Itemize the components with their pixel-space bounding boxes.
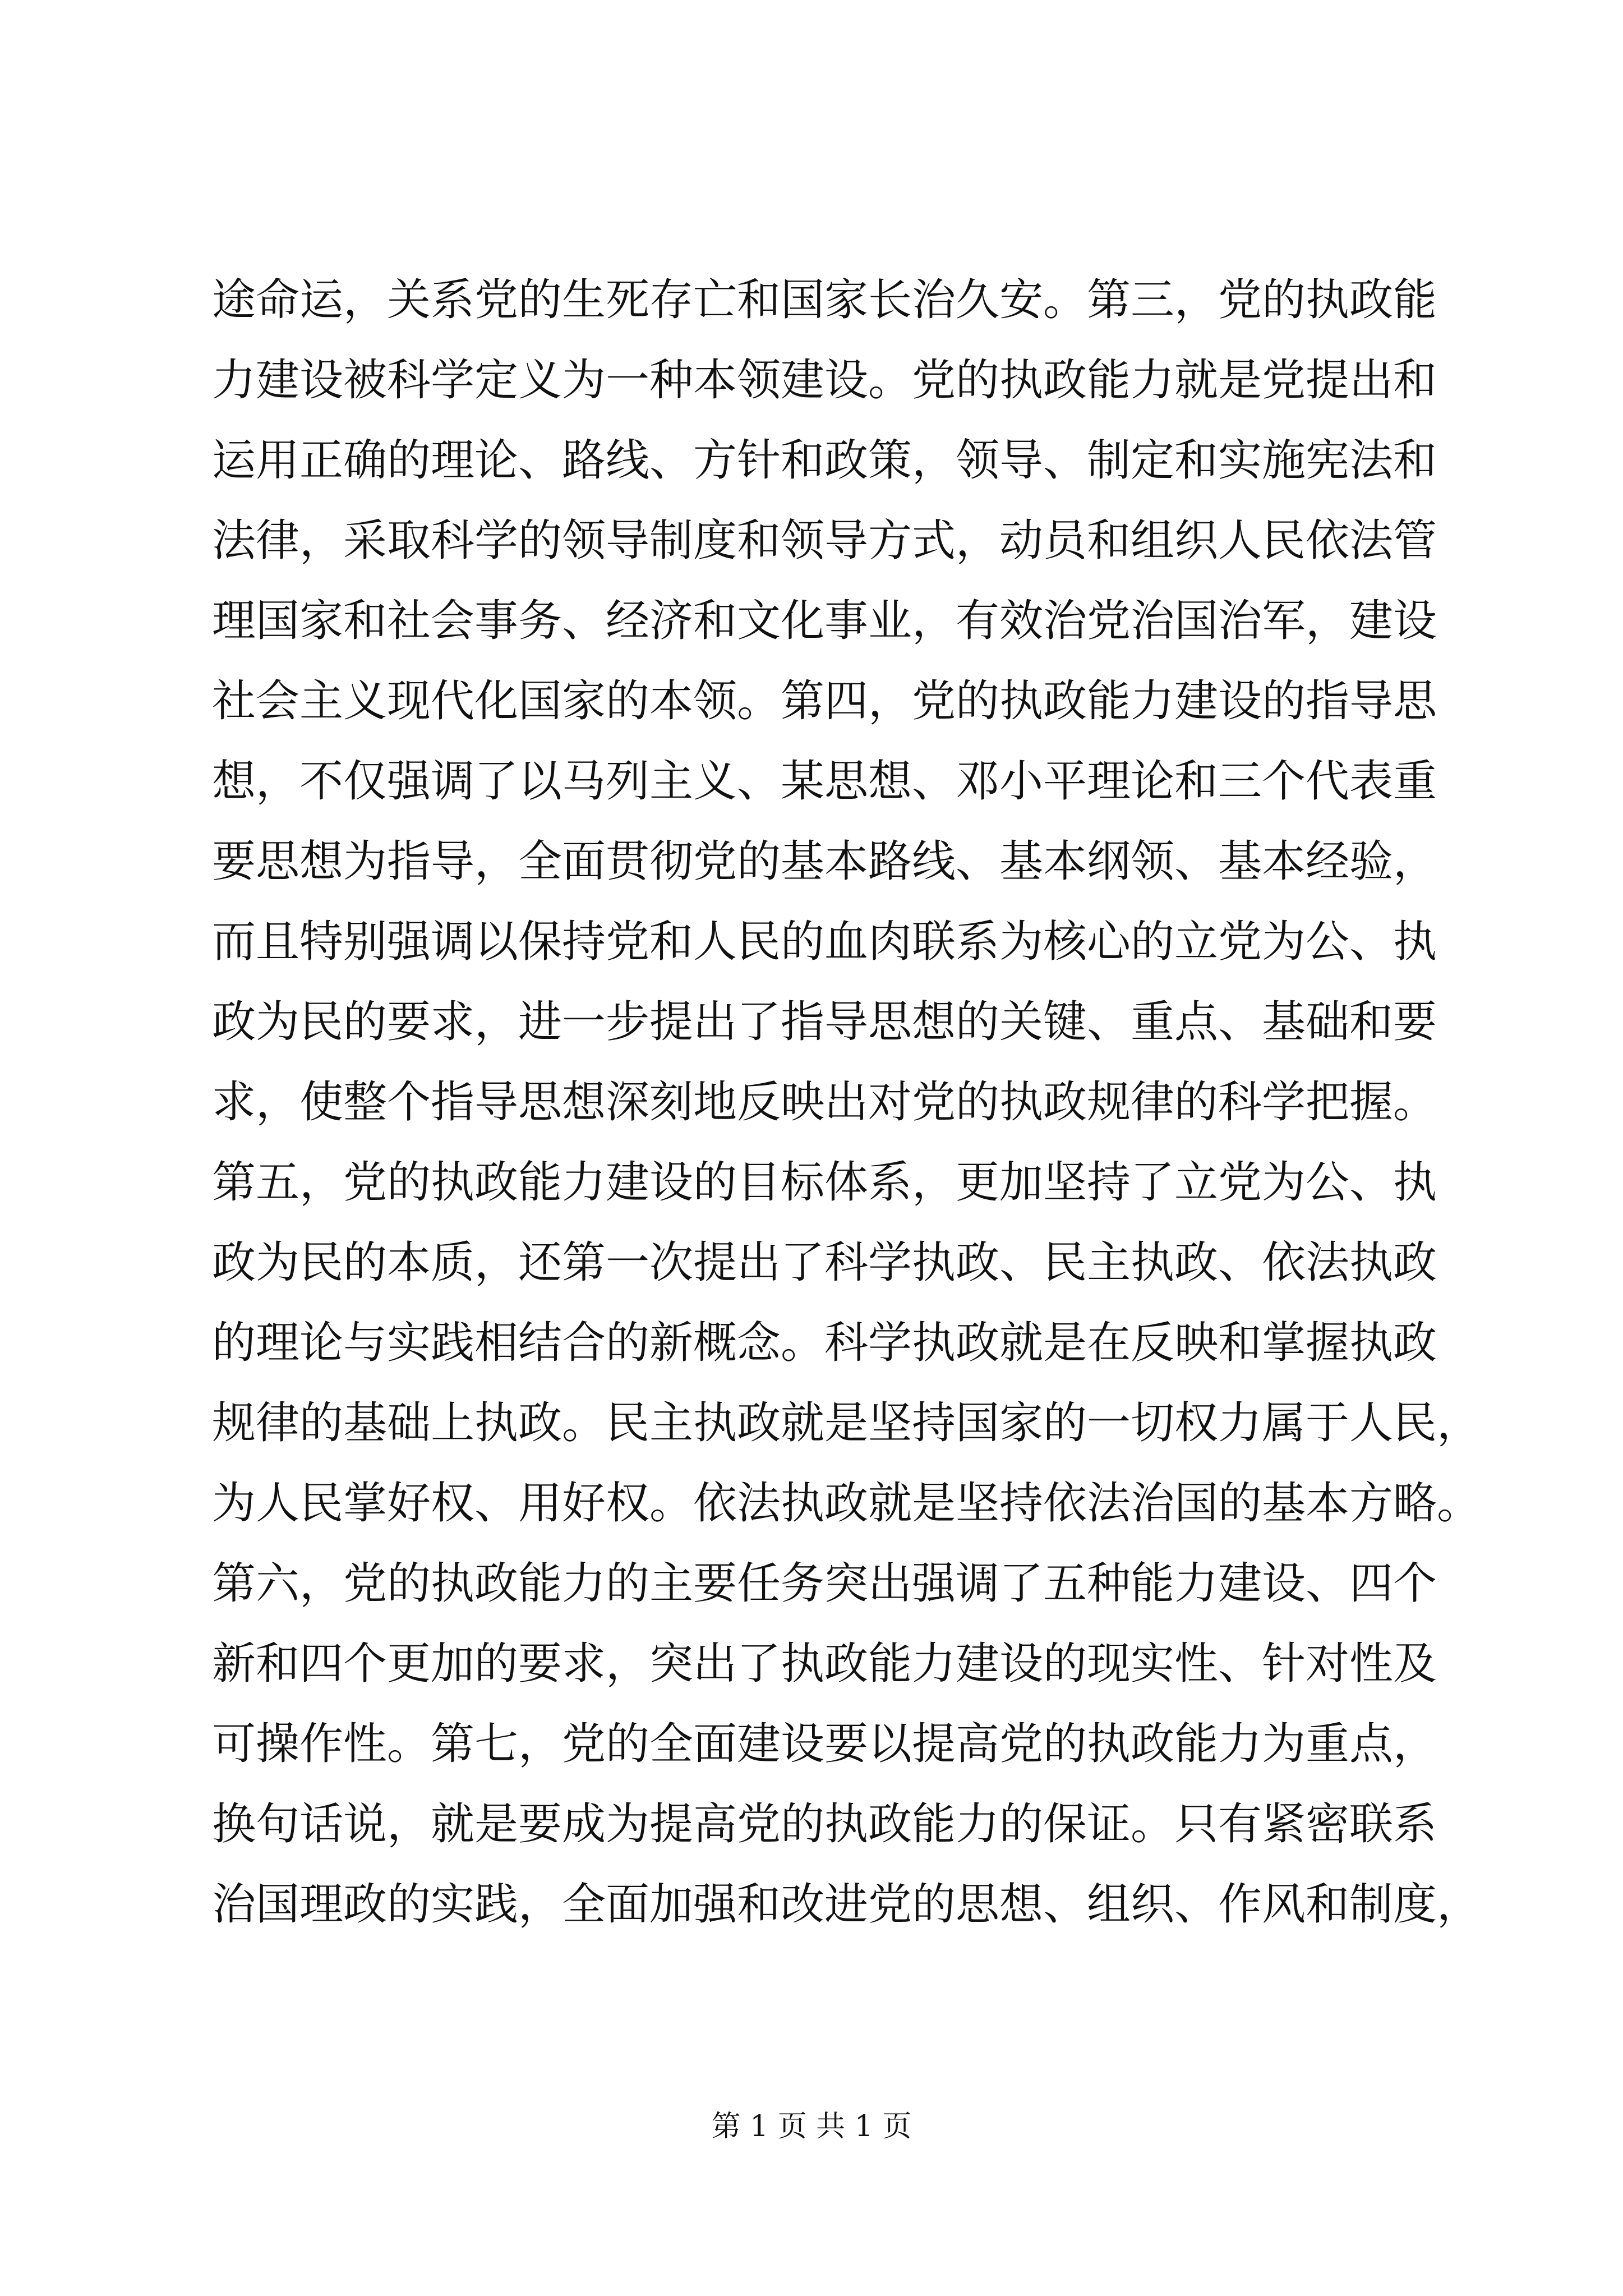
page-footer: 第 1 页 共 1 页 [711, 2110, 912, 2143]
text-line: 为人民掌好权、用好权。依法执政就是坚持依法治国的基本方略。 [212, 1478, 1481, 1529]
text-line: 政为民的本质，还第一次提出了科学执政、民主执政、依法执政 [212, 1237, 1437, 1288]
text-line: 想，不仅强调了以马列主义、某思想、邓小平理论和三个代表重 [212, 756, 1437, 807]
text-line: 要思想为指导，全面贯彻党的基本路线、基本纲领、基本经验， [212, 836, 1437, 887]
text-line: 第五，党的执政能力建设的目标体系，更加坚持了立党为公、执 [212, 1157, 1437, 1208]
text-line: 社会主义现代化国家的本领。第四，党的执政能力建设的指导思 [212, 676, 1437, 726]
text-line: 换句话说，就是要成为提高党的执政能力的保证。只有紧密联系 [212, 1799, 1437, 1849]
text-line: 途命运，关系党的生死存亡和国家长治久安。第三，党的执政能 [212, 275, 1437, 325]
text-line: 政为民的要求，进一步提出了指导思想的关键、重点、基础和要 [212, 997, 1437, 1047]
text-line: 规律的基础上执政。民主执政就是坚持国家的一切权力属于人民， [212, 1398, 1481, 1448]
text-line: 运用正确的理论、路线、方针和政策，领导、制定和实施宪法和 [212, 435, 1437, 486]
text-line: 新和四个更加的要求，突出了执政能力建设的现实性、针对性及 [212, 1639, 1437, 1689]
text-line: 的理论与实践相结合的新概念。科学执政就是在反映和掌握执政 [212, 1318, 1437, 1368]
text-line: 而且特别强调以保持党和人民的血肉联系为核心的立党为公、执 [212, 917, 1437, 967]
text-line: 法律，采取科学的领导制度和领导方式，动员和组织人民依法管 [212, 516, 1437, 566]
text-line: 第六，党的执政能力的主要任务突出强调了五种能力建设、四个 [212, 1558, 1437, 1609]
text-line: 理国家和社会事务、经济和文化事业，有效治党治国治军，建设 [212, 596, 1437, 646]
text-line: 力建设被科学定义为一种本领建设。党的执政能力就是党提出和 [212, 355, 1437, 406]
text-line: 治国理政的实践，全面加强和改进党的思想、组织、作风和制度， [212, 1879, 1481, 1930]
text-line: 可操作性。第七，党的全面建设要以提高党的执政能力为重点， [212, 1719, 1437, 1769]
text-line: 求，使整个指导思想深刻地反映出对党的执政规律的科学把握。 [212, 1077, 1437, 1128]
